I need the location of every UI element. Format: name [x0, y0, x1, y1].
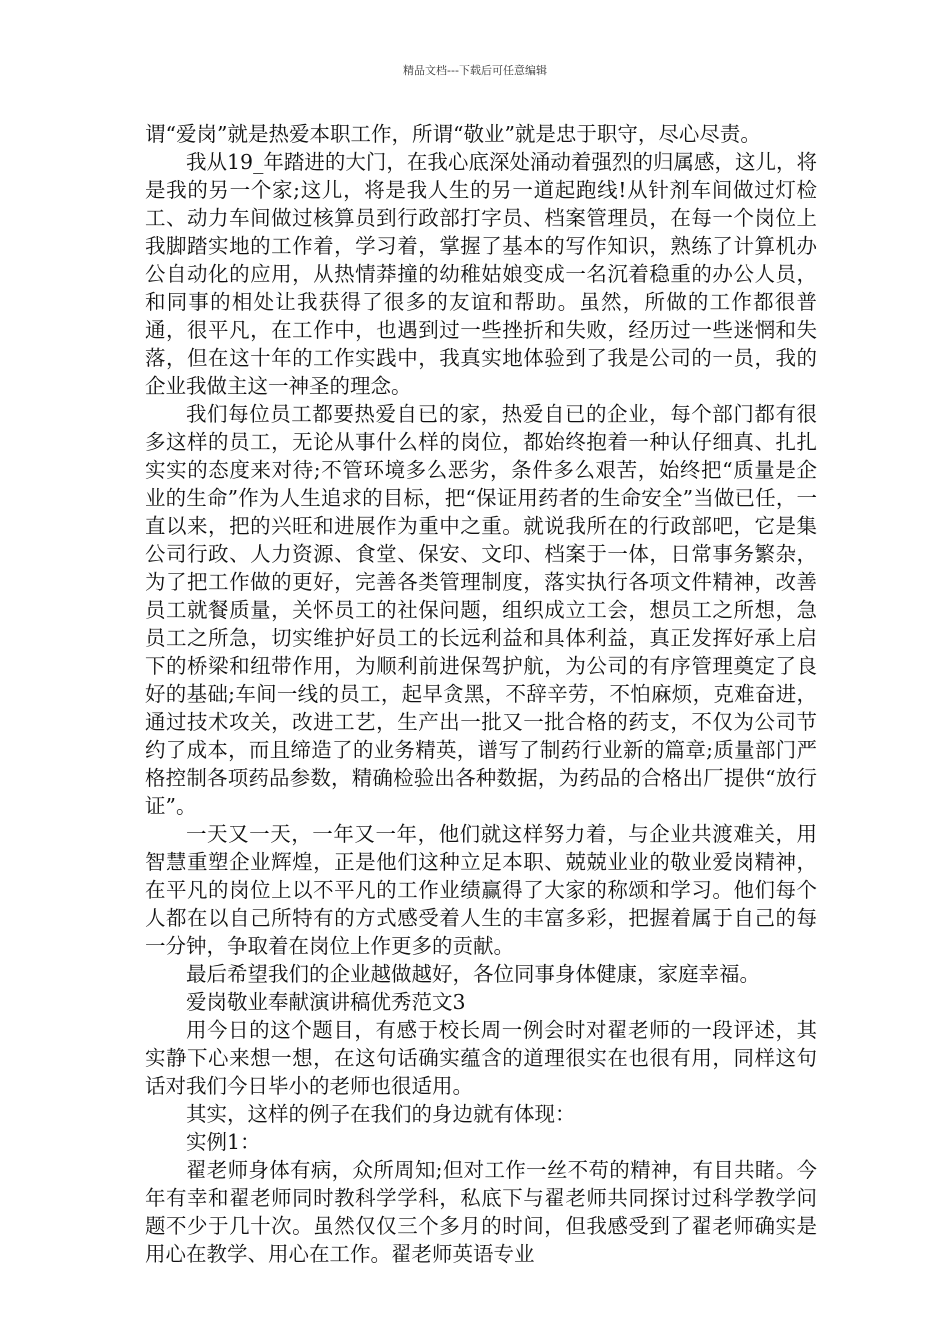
- example-label: 实例1：: [186, 1130, 261, 1154]
- paragraph: 其实，这样的例子在我们的身边就有体现：: [186, 1102, 576, 1126]
- paragraph: 我们每位员工都要热爱自已的家，热爱自已的企业，每个部门都有很多这样的员工，无论从事什么样的岗位，都始终抱着一种认仔细真、扎扎实实的态度来对待;不管环境多么恶劣，条件多么艰苦，始终把“质量是企业的生命”作为人生追求的目标，把“保证用药者的生命安全”当做已任，一直以来，把的兴旺和进展作为重中之重。就说我所在的行政部吧，它是集公司行政、人力资源、食堂、保安、文印、档案于一体，日常事务繁杂，为了把工作做的更好，完善各类管理制度，落实执行各项文件精神，改善员工就餐质量，关怀员工的社保问题，组织成立工会，想员工之所想，急员工之所急，切实维护好员工的长远利益和具体利益，真正发挥好承上启下的桥梁和纽带作用，为顺利前进保驾护航，为公司的有序管理奠定了良好的基础;车间一线的员工，起早贪黑，不辞辛劳，不怕麻烦，克难奋进，通过技术攻关，改进工艺，生产出一批又一批合格的药支，不仅为公司节约了成本，而且缔造了的业务精英，谱写了制药行业新的篇章;质量部门严格控制各项药品参数，精确检验出各种数据，为药品的合格出厂提供“放行证”。: [145, 402, 817, 818]
- paragraph: 谓“爱岗”就是热爱本职工作，所谓“敬业”就是忠于职守，尽心尽责。: [145, 122, 761, 146]
- paragraph: 最后希望我们的企业越做越好，各位同事身体健康，家庭幸福。: [186, 962, 760, 986]
- page-header: 精品文档---下载后可任意编辑: [403, 64, 547, 77]
- document-body: [145, 120, 817, 1268]
- paragraph: 我从19_年踏进的大门，在我心底深处涌动着强烈的归属感，这儿，将是我的另一个家;这儿，将是我人生的另一道起跑线!从针剂车间做过灯检工、动力车间做过核算员到行政部打字员、档案管理员，在每一个岗位上我脚踏实地的工作着，学习着，掌握了基本的写作知识，熟练了计算机办公自动化的应用，从热情莽撞的幼稚姑娘变成一名沉着稳重的办公人员，和同事的相处让我获得了很多的友谊和帮助。虽然，所做的工作都很普通，很平凡，在工作中，也遇到过一些挫折和失败，经历过一些迷惘和失落，但在这十年的工作实践中，我真实地体验到了我是公司的一员，我的企业我做主这一神圣的理念。: [145, 150, 817, 398]
- paragraph: 一天又一天，一年又一年，他们就这样努力着，与企业共渡难关，用智慧重塑企业辉煌，正是他们这种立足本职、兢兢业业的敬业爱岗精神，在平凡的岗位上以不平凡的工作业绩赢得了大家的称颂和学习。他们每个人都在以自己所特有的方式感受着人生的丰富多彩，把握着属于自己的每一分钟，争取着在岗位上作更多的贡献。: [145, 822, 817, 958]
- paragraph: 翟老师身体有病，众所周知;但对工作一丝不苟的精神，有目共睹。今年有幸和翟老师同时教科学学科，私底下与翟老师共同探讨过科学教学问题不少于几十次。虽然仅仅三个多月的时间，但我感受到了翟老师确实是用心在教学、用心在工作。翟老师英语专业: [145, 1158, 817, 1266]
- section-heading: 爱岗敬业奉献演讲稿优秀范文3: [186, 990, 466, 1014]
- paragraph: 用今日的这个题目，有感于校长周一例会时对翟老师的一段评述，其实静下心来想一想，在这句话确实蕴含的道理很实在也很有用，同样这句话对我们今日毕小的老师也很适用。: [145, 1018, 817, 1098]
